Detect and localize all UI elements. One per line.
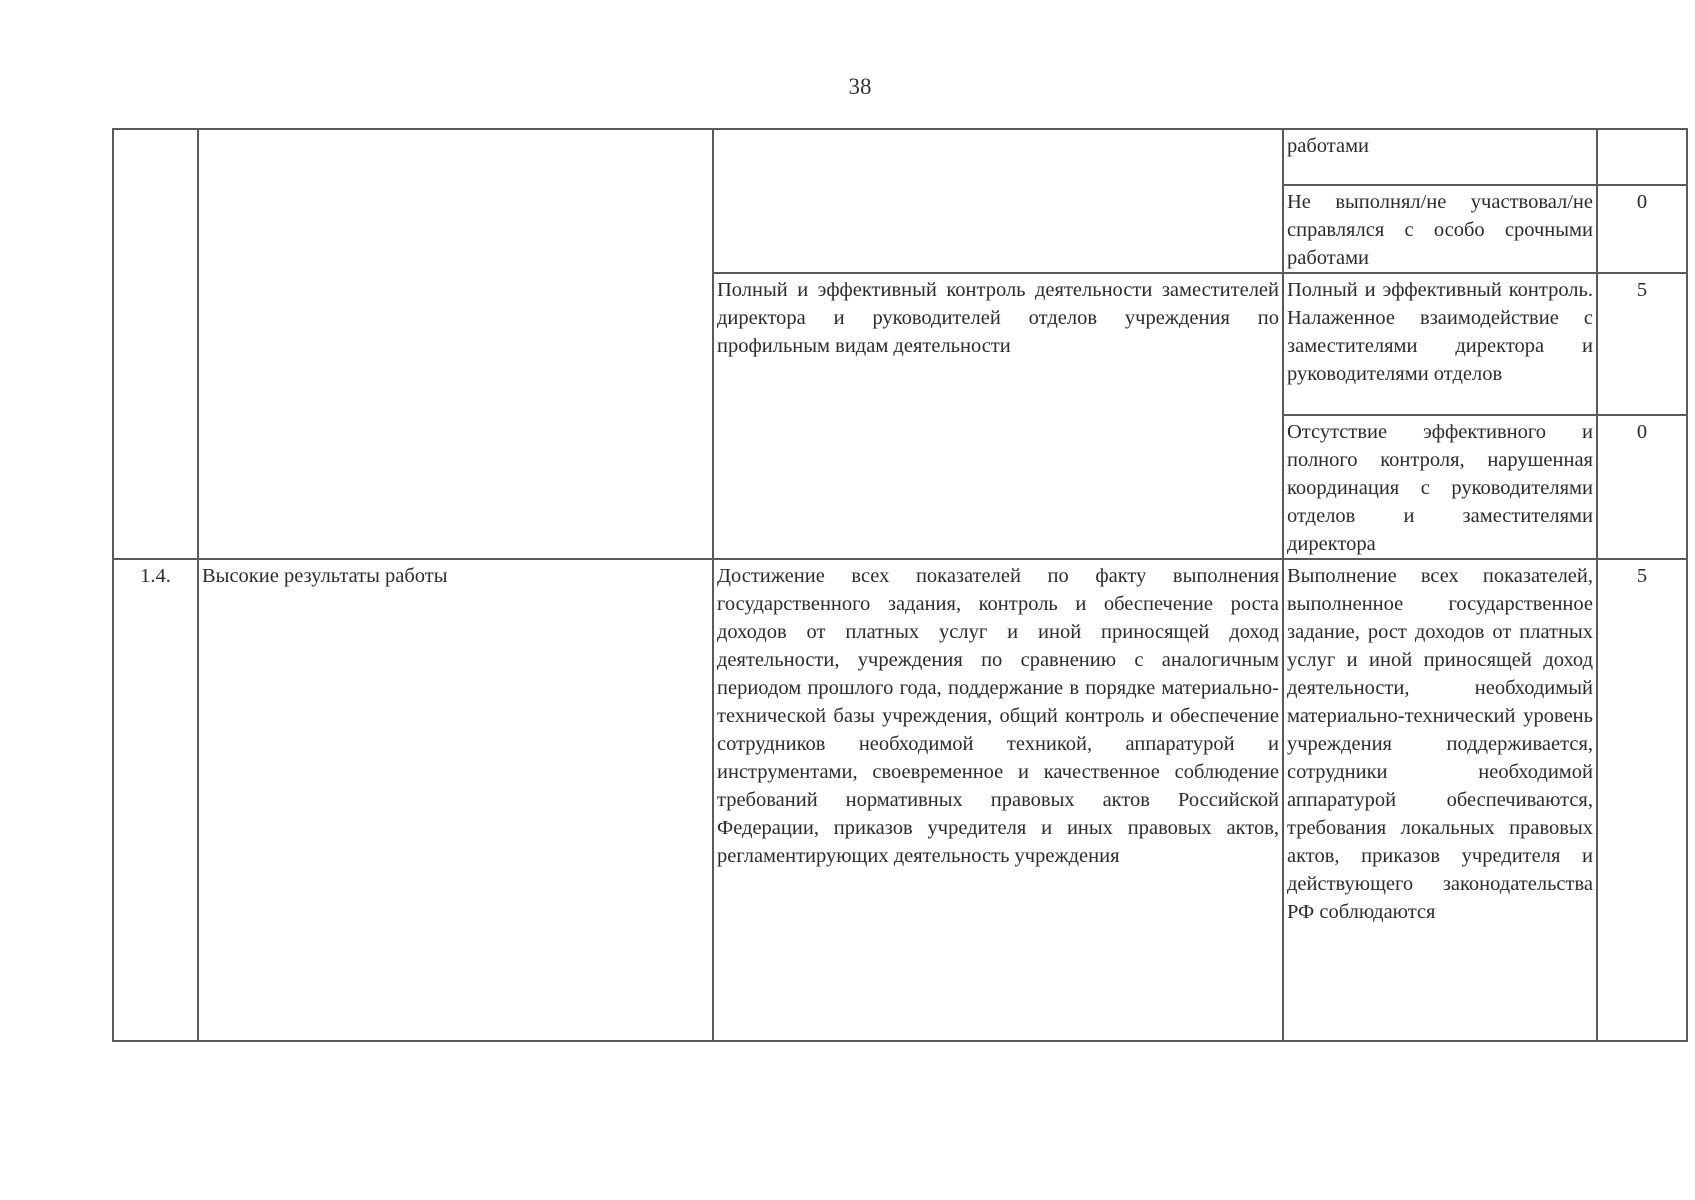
row-number-cell: [113, 129, 198, 559]
score-cell: 0: [1597, 185, 1687, 273]
result-cell: Не выполнял/не участвовал/не справлялся с особо срочными работами: [1283, 185, 1597, 273]
page-number: 38: [848, 74, 872, 99]
row-title-cell: [198, 129, 713, 559]
row-number-cell: 1.4.: [113, 559, 198, 1041]
score-cell: 5: [1597, 273, 1687, 415]
result-cell: Полный и эффективный контроль. Налаженное взаимодействие с заместителями директора и руководителями отделов: [1283, 273, 1597, 415]
score-cell: 5: [1597, 559, 1687, 1041]
score-cell: 0: [1597, 415, 1687, 559]
result-cell: работами: [1283, 129, 1597, 185]
score-cell: [1597, 129, 1687, 185]
criteria-table: [112, 128, 1688, 1042]
criterion-cell: Полный и эффективный контроль деятельности заместителей директора и руководителей отделов учреждения по профильным видам деятельности: [713, 273, 1283, 559]
criterion-cell: [713, 129, 1283, 273]
result-cell: Выполнение всех показателей, выполненное государственное задание, рост доходов от платных услуг и иной приносящей доход деятельности, необходимый материально-технический уровень учреждения поддерживается, сотрудники необходимой аппаратурой обеспечиваются, требования локальных правовых актов, приказов учредителя и действующего законодательства РФ соблюдаются: [1283, 559, 1597, 1041]
row-title-cell: Высокие результаты работы: [198, 559, 713, 1041]
criterion-cell: Достижение всех показателей по факту выполнения государственного задания, контроль и обеспечение роста доходов от платных услуг и иной приносящей доход деятельности, учреждения по сравнению с аналогичным периодом прошлого года, поддержание в порядке материально-технической базы учреждения, общий контроль и обеспечение сотрудников необходимой техникой, аппаратурой и инструментами, своевременное и качественное соблюдение требований нормативных правовых актов Российской Федерации, приказов учредителя и иных правовых актов, регламентирующих деятельность учреждения: [713, 559, 1283, 1041]
table-row: [113, 129, 1687, 185]
table-row: [113, 559, 1687, 1041]
result-cell: Отсутствие эффективного и полного контроля, нарушенная координация с руководителями отделов и заместителями директора: [1283, 415, 1597, 559]
